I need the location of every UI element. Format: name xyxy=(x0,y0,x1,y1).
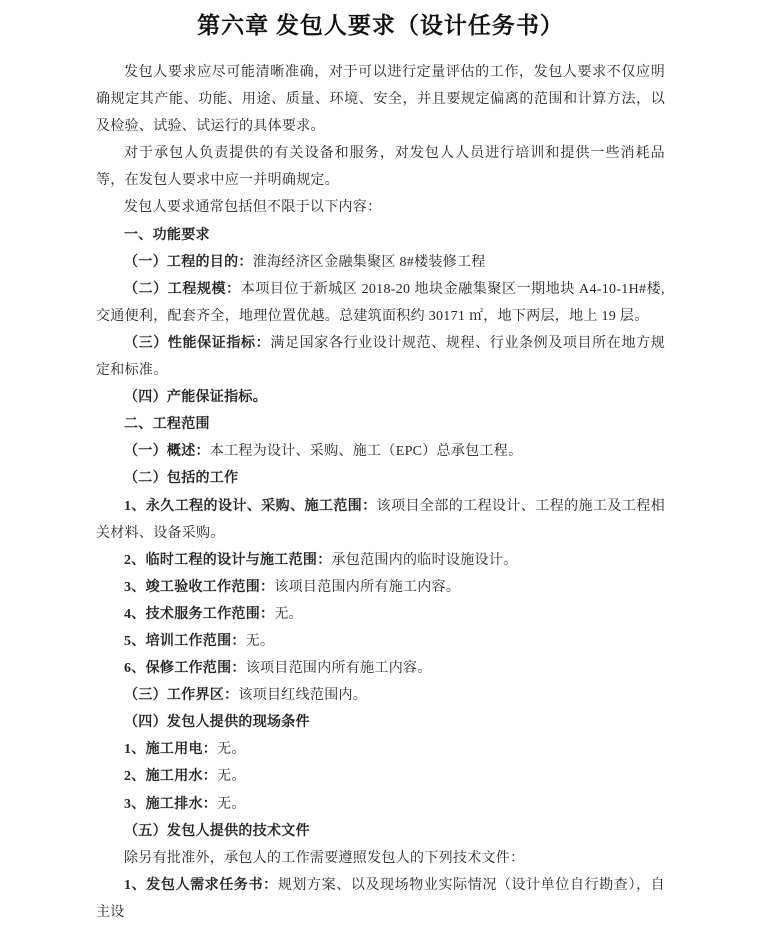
page-title: 第六章 发包人要求（设计任务书） xyxy=(197,13,564,38)
paragraph: 2、施工用水：无。 xyxy=(124,769,246,785)
paragraph-label: 6、保修工作范围： xyxy=(124,661,246,677)
paragraph-label: （一）概述： xyxy=(124,444,210,460)
paragraph: （二）工程规模：本项目位于新城区 2018-20 地块金融集聚区一期地块 A4-10-1H#楼, 交通便利，配套齐全，地理位置优越。总建筑面积约 30171 ㎡，地下两层，地上 19 层。 xyxy=(96,281,665,324)
section-heading: （四）发包人提供的现场条件 xyxy=(124,715,310,731)
paragraph-label: 5、培训工作范围： xyxy=(124,633,246,649)
paragraph: 发包人要求通常包括但不限于以下内容： xyxy=(124,200,382,216)
paragraph: 3、施工排水：无。 xyxy=(124,796,246,812)
paragraph-label: 1、发包人需求任务书： xyxy=(124,877,278,893)
paragraph: 2、临时工程的设计与施工范围：承包范围内的临时设施设计。 xyxy=(124,552,518,568)
paragraph-label: 1、永久工程的设计、采购、施工范围： xyxy=(124,498,377,514)
paragraph-label: （二）工程规模： xyxy=(124,281,241,297)
paragraph-label: 4、技术服务工作范围： xyxy=(124,606,275,622)
section-heading: （二）包括的工作 xyxy=(124,471,239,487)
document-body xyxy=(96,59,665,926)
paragraph-label: （三）工作界区： xyxy=(124,688,239,704)
paragraph: 发包人要求应尽可能清晰准确，对于可以进行定量评估的工作，发包人要求不仅应明确规定其产能、功能、用途、质量、环境、安全，并且要规定偏离的范围和计算方法，以及检验、试验、试运行的具体要求。 xyxy=(96,65,665,135)
paragraph: 1、发包人需求任务书：规划方案、以及现场物业实际情况（设计单位自行勘查），自主设 xyxy=(96,877,665,920)
section-heading: 一、功能要求 xyxy=(124,227,210,243)
section-heading: （五）发包人提供的技术文件 xyxy=(124,823,310,839)
paragraph: 6、保修工作范围：该项目范围内所有施工内容。 xyxy=(124,661,432,677)
paragraph-label: （一）工程的目的： xyxy=(124,254,253,270)
paragraph: 5、培训工作范围：无。 xyxy=(124,633,275,649)
paragraph-label: 2、临时工程的设计与施工范围： xyxy=(124,552,332,568)
paragraph: 对于承包人负责提供的有关设备和服务，对发包人人员进行培训和提供一些消耗品等，在发包人要求中应一并明确规定。 xyxy=(96,146,665,189)
paragraph: （三）性能保证指标：满足国家各行业设计规范、规程、行业条例及项目所在地方规定和标准。 xyxy=(96,335,665,379)
section-heading: 二、工程范围 xyxy=(124,417,210,433)
paragraph: （三）工作界区：该项目红线范围内。 xyxy=(124,688,368,704)
section-heading: （四）产能保证指标。 xyxy=(124,390,267,406)
paragraph-label: 2、施工用水： xyxy=(124,769,218,785)
paragraph: 除另有批准外，承包人的工作需要遵照发包人的下列技术文件： xyxy=(124,850,525,866)
paragraph-label: 3、施工排水： xyxy=(124,796,218,812)
paragraph-label: 1、施工用电： xyxy=(124,742,218,758)
paragraph: 3、竣工验收工作范围：该项目范围内所有施工内容。 xyxy=(124,579,461,595)
paragraph: 1、施工用电：无。 xyxy=(124,742,246,758)
paragraph: 1、永久工程的设计、采购、施工范围：该项目全部的工程设计、工程的施工及工程相关材料、设备采购。 xyxy=(96,498,665,541)
paragraph-label: （三）性能保证指标： xyxy=(124,335,271,351)
paragraph-label: 3、竣工验收工作范围： xyxy=(124,579,275,595)
paragraph: （一）概述：本工程为设计、采购、施工（EPC）总承包工程。 xyxy=(124,444,523,460)
paragraph: （一）工程的目的：淮海经济区金融集聚区 8#楼装修工程 xyxy=(124,254,486,270)
paragraph: 4、技术服务工作范围：无。 xyxy=(124,606,303,622)
